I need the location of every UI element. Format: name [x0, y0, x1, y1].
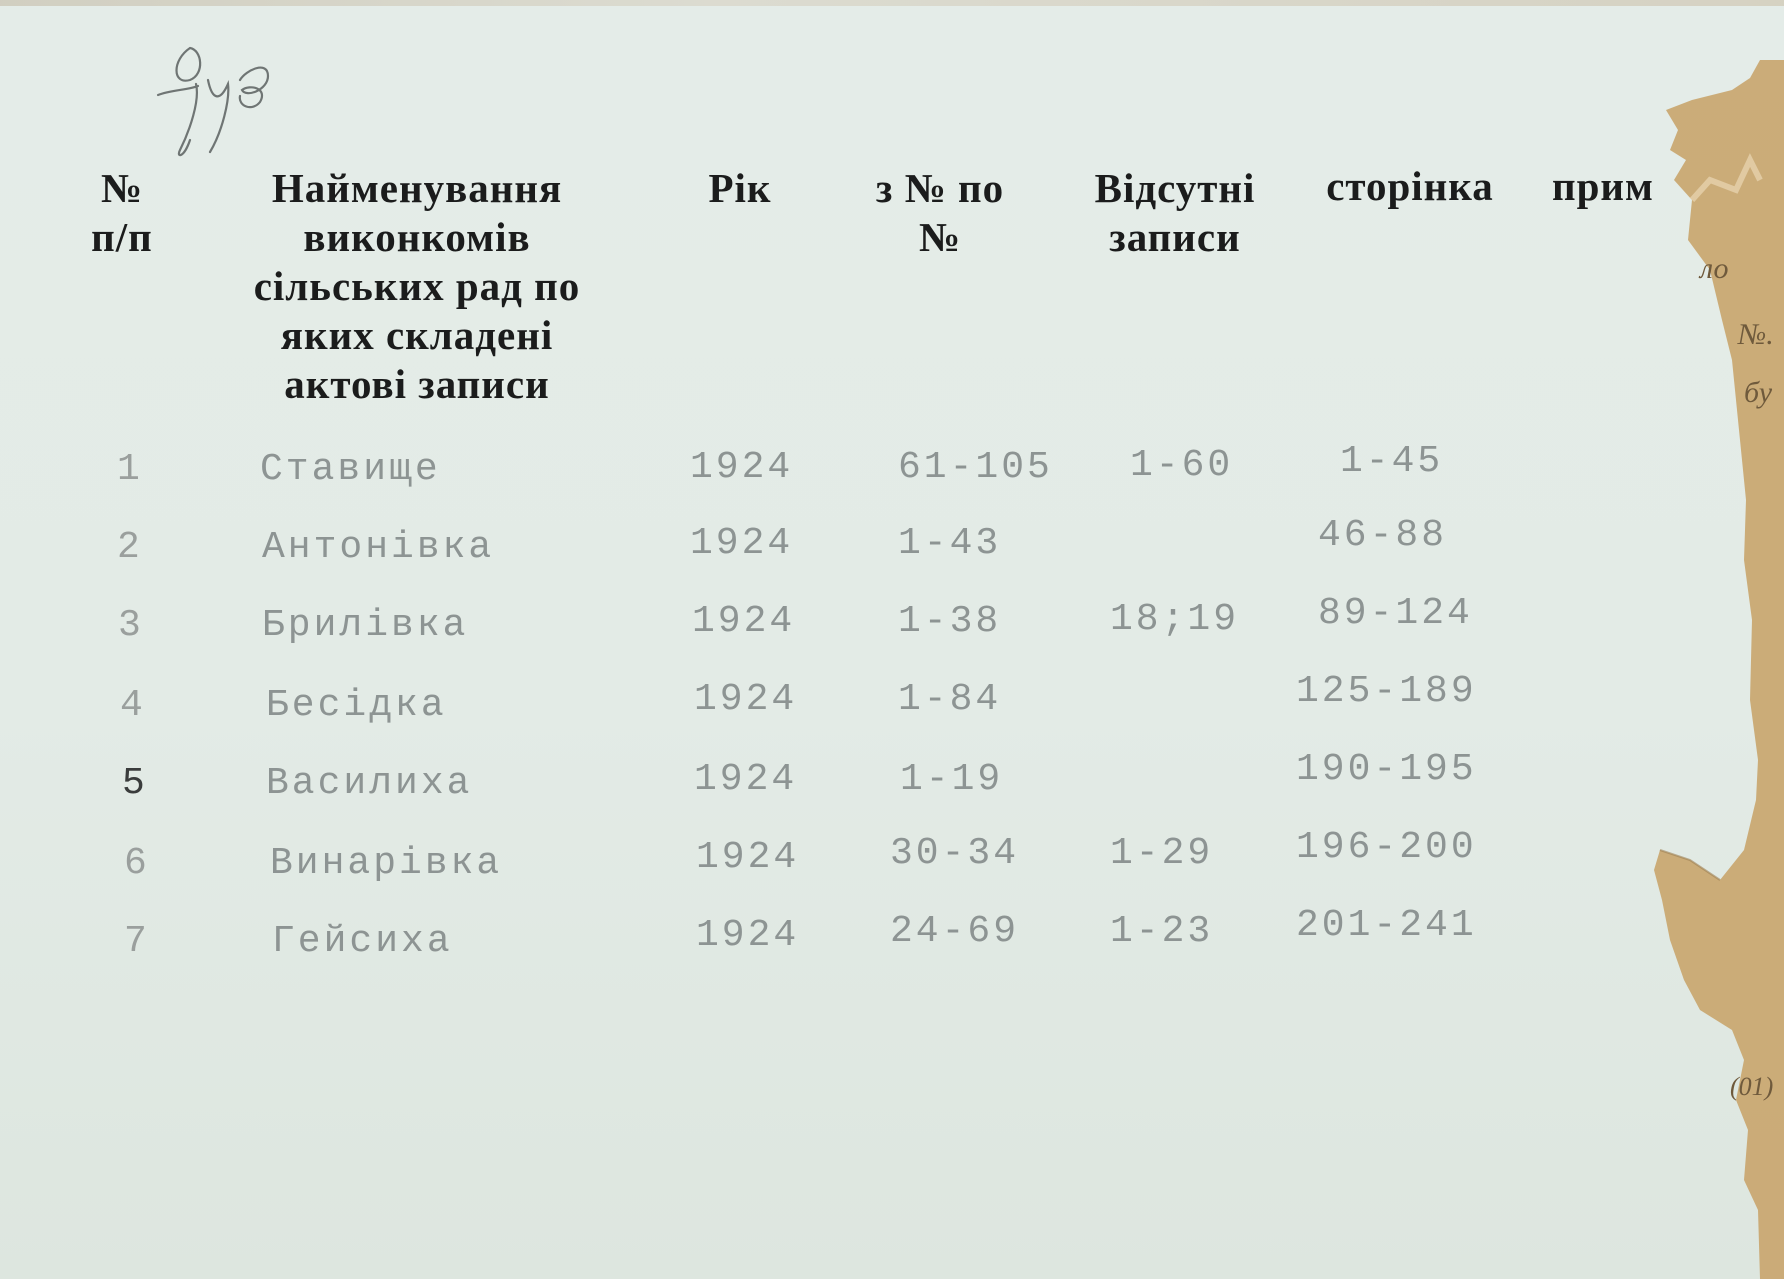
header-missing-line-1: Відсутні — [1094, 165, 1256, 211]
row-num: 7 — [124, 920, 150, 963]
torn-fragment-4: (01) — [1730, 1072, 1774, 1101]
row-year: 1924 — [690, 522, 794, 565]
row-name: Бесідка — [266, 684, 447, 727]
row-name: Ставище — [260, 448, 441, 491]
header-name-line-3: сільських рад по — [253, 263, 581, 309]
header-note-line-1: прим — [1552, 163, 1654, 209]
header-name-line-2: виконкомів — [303, 214, 531, 260]
header-name-line-1: Найменування — [271, 165, 563, 211]
header-page — [1310, 162, 1510, 211]
header-range-line-2: № — [918, 214, 962, 260]
row-missing: 1-23 — [1110, 910, 1214, 953]
row-page: 125-189 — [1296, 670, 1477, 713]
row-missing: 18;19 — [1110, 598, 1240, 641]
page-top-edge — [0, 0, 1784, 6]
row-year: 1924 — [692, 600, 796, 643]
row-range: 1-43 — [898, 522, 1002, 565]
row-year: 1924 — [694, 678, 798, 721]
row-year: 1924 — [696, 836, 800, 879]
handwritten-note — [150, 40, 320, 180]
header-num — [72, 164, 172, 262]
header-range-line-1: з № по — [875, 165, 1005, 211]
row-page: 196-200 — [1296, 826, 1477, 869]
row-num: 1 — [117, 448, 143, 491]
header-num-line-2: п/п — [91, 214, 153, 260]
header-year — [680, 164, 800, 213]
header-range — [860, 164, 1020, 262]
header-name — [222, 164, 612, 409]
row-range: 1-84 — [898, 678, 1002, 721]
row-range: 30-34 — [890, 832, 1020, 875]
row-name: Гейсиха — [272, 920, 453, 963]
row-missing: 1-29 — [1110, 832, 1214, 875]
header-name-line-5: актові записи — [284, 361, 550, 407]
header-missing — [1080, 164, 1270, 262]
row-page: 190-195 — [1296, 748, 1477, 791]
row-range: 24-69 — [890, 910, 1020, 953]
row-name: Винарівка — [270, 842, 503, 885]
row-num: 6 — [124, 842, 150, 885]
header-num-line-1: № — [100, 165, 144, 211]
torn-fragment-1: ло — [1700, 252, 1729, 285]
row-page: 201-241 — [1296, 904, 1477, 947]
row-page: 1-45 — [1340, 440, 1444, 483]
row-range: 61-105 — [898, 446, 1053, 489]
row-num: 4 — [120, 684, 146, 727]
header-name-line-4: яких складені — [280, 312, 554, 358]
row-page: 46-88 — [1318, 514, 1448, 557]
torn-fragment-2: №. — [1738, 318, 1774, 351]
row-num: 5 — [122, 762, 148, 805]
row-page: 89-124 — [1318, 592, 1473, 635]
row-year: 1924 — [694, 758, 798, 801]
row-num: 2 — [117, 526, 143, 569]
row-year: 1924 — [696, 914, 800, 957]
row-name: Василиха — [266, 762, 473, 805]
row-name: Брилівка — [262, 604, 469, 647]
row-num: 3 — [118, 604, 144, 647]
row-year: 1924 — [690, 446, 794, 489]
row-range: 1-19 — [900, 758, 1004, 801]
header-missing-line-2: записи — [1109, 214, 1241, 260]
torn-fragment-3: бу — [1744, 376, 1773, 409]
row-name: Антонівка — [262, 526, 495, 569]
row-missing: 1-60 — [1130, 444, 1234, 487]
header-page-line-1: сторінка — [1326, 163, 1494, 209]
header-year-line-1: Рік — [708, 165, 772, 211]
row-range: 1-38 — [898, 600, 1002, 643]
